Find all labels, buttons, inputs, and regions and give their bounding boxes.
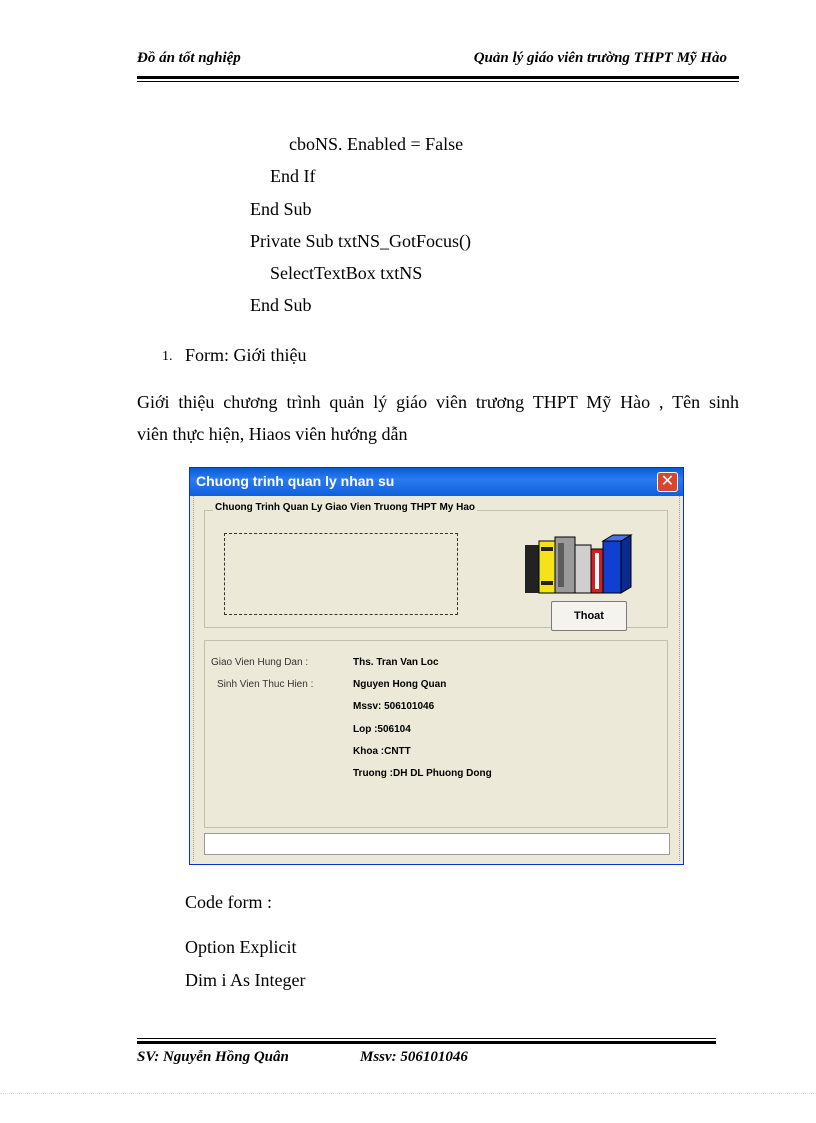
close-icon: ✕ (660, 471, 675, 490)
section-title: Form: Giới thiệu (185, 345, 307, 365)
page-edge (0, 1093, 816, 1094)
student-value: Nguyen Hong Quan (353, 679, 447, 690)
class-value: Lop :506104 (353, 724, 411, 735)
header-left: Đồ án tốt nghiệp (137, 50, 241, 66)
footer-left: SV: Nguyễn Hồng Quân (137, 1049, 289, 1065)
title-frame (204, 502, 668, 628)
thoat-button[interactable]: Thoat (551, 601, 627, 631)
mssv-value: Mssv: 506101046 (353, 701, 435, 712)
faculty-value: Khoa :CNTT (353, 746, 411, 757)
student-label: Sinh Vien Thuc Hien : (217, 679, 314, 690)
section-number: 1. (162, 349, 173, 364)
window-client-area (193, 496, 680, 861)
advisor-label: Giao Vien Hung Dan : (211, 657, 309, 668)
paragraph-line-1: Giới thiệu chương trình quản lý giáo viên trương THPT Mỹ Hào , Tên sinh (137, 392, 739, 412)
window-titlebar (190, 468, 683, 496)
dotted-placeholder-box (224, 533, 458, 615)
info-frame (204, 640, 668, 828)
advisor-value: Ths. Tran Van Loc (353, 657, 439, 668)
code-line: End If (270, 166, 316, 186)
code-line: Dim i As Integer (185, 970, 306, 990)
window-title: Chuong trinh quan ly nhan su (196, 473, 395, 489)
code-line: Private Sub txtNS_GotFocus() (250, 231, 472, 251)
code-line: End Sub (250, 295, 312, 315)
books-icon (523, 531, 649, 595)
footer-rule-thin (137, 1038, 716, 1039)
program-window (189, 467, 684, 865)
header-rule-thin (137, 81, 739, 82)
footer-rule-thick (137, 1041, 716, 1044)
code-line: Option Explicit (185, 937, 297, 957)
close-button[interactable] (657, 472, 678, 492)
header-rule-thick (137, 76, 739, 79)
footer-right: Mssv: 506101046 (360, 1049, 468, 1065)
paragraph-line-2: viên thực hiện, Hiaos viên hướng dẫn (137, 424, 408, 444)
header-right: Quản lý giáo viên trường THPT Mỹ Hào (473, 50, 727, 66)
code-line: SelectTextBox txtNS (270, 263, 423, 283)
school-value: Truong :DH DL Phuong Dong (353, 768, 492, 779)
status-bar (204, 833, 670, 855)
code-line: End Sub (250, 199, 312, 219)
code-form-label: Code form : (185, 892, 272, 912)
code-line: cboNS. Enabled = False (289, 134, 464, 154)
frame-title: Chuong Trinh Quan Ly Giao Vien Truong THPT My Hao (215, 502, 476, 513)
